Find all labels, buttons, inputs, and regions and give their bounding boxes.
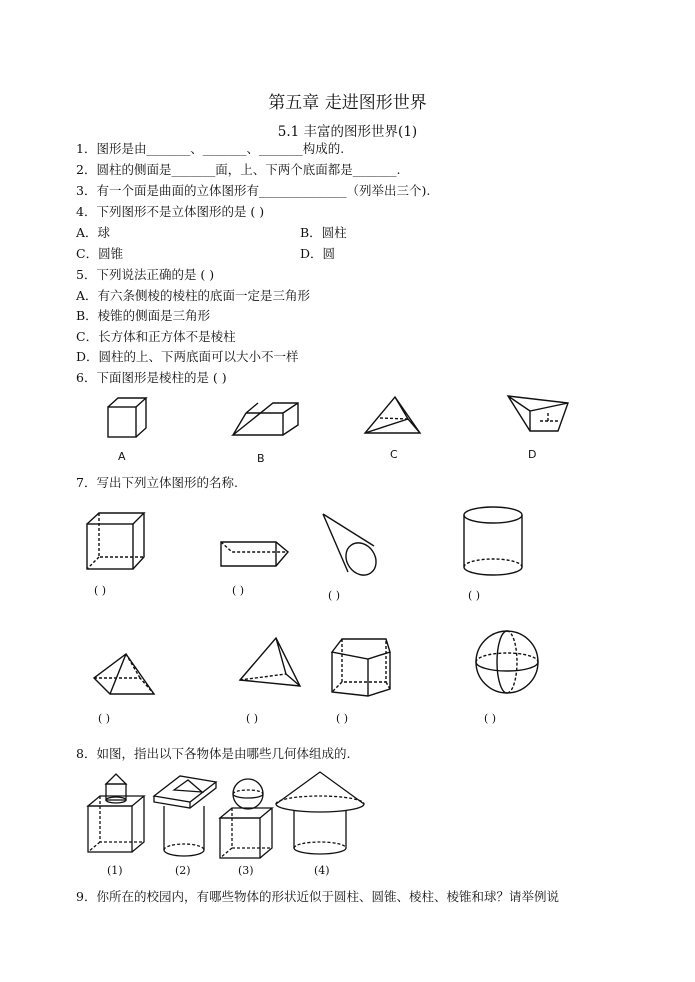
q6-figure-b-frustum: [228, 395, 308, 445]
question-6: 6．下面图形是棱柱的是 ( ): [76, 370, 227, 385]
question-2: 2．圆柱的侧面是_______面，上、下两个底面都是_______.: [76, 162, 401, 177]
question-9: 9．你所在的校园内，有哪些物体的形状近似于圆柱、圆锥、棱柱、棱锥和球？请举例说: [76, 889, 559, 904]
q7-blank-3: ( ): [328, 589, 341, 602]
q7-blank-2: ( ): [232, 584, 245, 597]
q8-label-2: (2): [175, 864, 191, 877]
q8-object-1-figure: [84, 770, 150, 860]
q7-square-pyramid-figure: [90, 650, 160, 698]
q7-blank-8: ( ): [484, 712, 497, 725]
q7-triangular-pyramid-figure: [236, 634, 316, 696]
q6-figure-c-pyramid: [360, 393, 440, 443]
section-title: 5.1 丰富的图形世界(1): [277, 124, 418, 140]
q7-cone-figure: [320, 510, 390, 576]
question-4: 4．下列图形不是立体图形的是 ( ): [76, 204, 265, 219]
q7-blank-4: ( ): [468, 589, 481, 602]
q8-object-4-figure: [272, 770, 368, 860]
q4-option-c: C．圆锥: [76, 246, 124, 261]
question-8: 8．如图，指出以下各物体是由哪些几何体组成的.: [76, 746, 351, 761]
q5-option-d: D．圆柱的上、下两底面可以大小不一样: [76, 349, 299, 364]
q8-object-3-figure: [216, 778, 276, 860]
question-7: 7．写出下列立体图形的名称.: [76, 475, 238, 490]
q7-blank-6: ( ): [246, 712, 259, 725]
q8-label-4: (4): [314, 864, 330, 877]
q7-blank-5: ( ): [98, 712, 111, 725]
q7-cylinder-figure: [460, 503, 530, 578]
q7-sphere-figure: [474, 628, 544, 698]
q5-option-c: C．长方体和正方体不是棱柱: [76, 329, 236, 344]
q7-blank-1: ( ): [94, 584, 107, 597]
q6-figure-d-prism: [500, 393, 580, 443]
question-5: 5．下列说法正确的是 ( ): [76, 267, 215, 282]
q6-label-b: B: [257, 452, 265, 465]
q5-option-a: A．有六条侧棱的棱柱的底面一定是三角形: [76, 288, 311, 303]
q8-object-2-figure: [150, 772, 222, 860]
q6-figure-a-cube: [100, 395, 160, 445]
q7-triangular-prism-figure: [218, 532, 298, 572]
q8-label-3: (3): [238, 864, 254, 877]
q4-option-d: D．圆: [300, 246, 336, 261]
q6-label-c: C: [390, 448, 398, 461]
q6-label-d: D: [528, 448, 537, 461]
question-3: 3．有一个面是曲面的立体图形有______________（列举出三个).: [76, 183, 431, 198]
chapter-title: 第五章 走进图形世界: [268, 93, 427, 113]
q4-option-a: A．球: [76, 225, 111, 240]
q7-blank-7: ( ): [336, 712, 349, 725]
q7-pentagonal-prism-figure: [328, 634, 398, 698]
q5-option-b: B．棱锥的侧面是三角形: [76, 308, 211, 323]
q7-cube-figure: [84, 510, 154, 572]
question-1: 1．图形是由_______、_______、_______构成的.: [76, 141, 345, 156]
q4-option-b: B．圆柱: [300, 225, 347, 240]
q8-label-1: (1): [107, 864, 123, 877]
q6-label-a: A: [118, 450, 126, 463]
